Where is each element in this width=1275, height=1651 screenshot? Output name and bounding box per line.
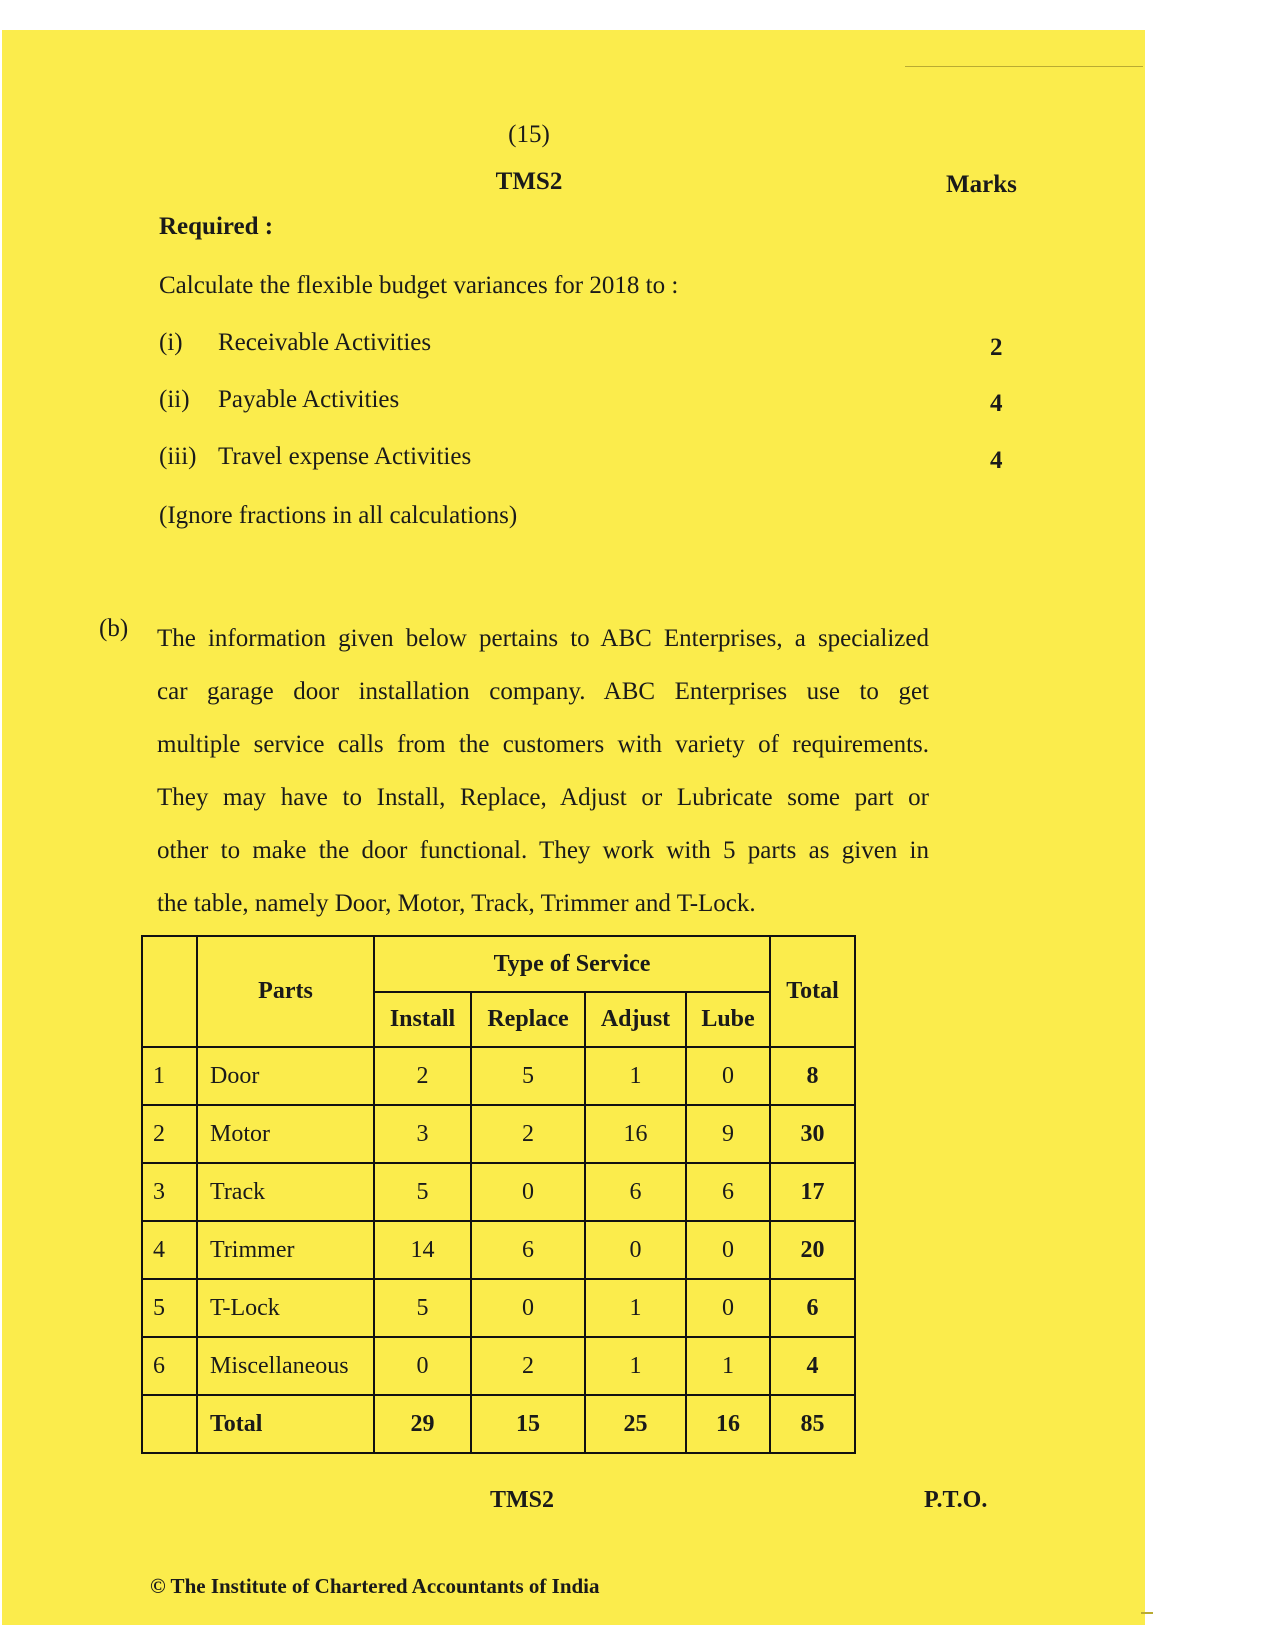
table-total-row — [142, 1395, 855, 1453]
cell-value: 2 — [374, 1047, 471, 1105]
part-name: Motor — [197, 1105, 374, 1163]
row-total: 20 — [770, 1221, 855, 1279]
part-name: Door — [197, 1047, 374, 1105]
table-row — [142, 1163, 855, 1221]
cell-value: 16 — [585, 1105, 686, 1163]
cell-value: 5 — [374, 1279, 471, 1337]
table-row — [142, 1221, 855, 1279]
cell-value: 6 — [471, 1221, 585, 1279]
cell-value: 0 — [374, 1337, 471, 1395]
top-rule — [905, 66, 1143, 67]
paragraph-line: They may have to Install, Replace, Adjust or Lubricate some part or — [157, 784, 929, 811]
cell-value: 0 — [686, 1221, 770, 1279]
row-total: 6 — [770, 1279, 855, 1337]
margin-mark — [1141, 1612, 1153, 1614]
part-name: T-Lock — [197, 1279, 374, 1337]
row-number: 4 — [142, 1221, 197, 1279]
column-total: 15 — [471, 1395, 585, 1453]
cell-value: 3 — [374, 1105, 471, 1163]
table-header-row — [142, 936, 855, 992]
column-header: Replace — [471, 992, 585, 1047]
table-row — [142, 1337, 855, 1395]
column-header: Install — [374, 992, 471, 1047]
item-marks: 4 — [990, 447, 1003, 474]
required-instruction: Calculate the flexible budget variances for 2018 to : — [159, 272, 679, 299]
paragraph-line: car garage door installation company. ABC Enterprises use to get — [157, 678, 929, 705]
row-total: 17 — [770, 1163, 855, 1221]
row-number: 6 — [142, 1337, 197, 1395]
service-type-header: Type of Service — [374, 936, 770, 992]
cell-value: 5 — [471, 1047, 585, 1105]
cell-value: 9 — [686, 1105, 770, 1163]
paper-code: TMS2 — [495, 168, 563, 195]
copyright-notice: © The Institute of Chartered Accountants of India — [150, 1574, 600, 1598]
table-row — [142, 1279, 855, 1337]
cell-value: 0 — [585, 1221, 686, 1279]
cell-value: 6 — [686, 1163, 770, 1221]
cell-value: 1 — [585, 1279, 686, 1337]
cell-value: 2 — [471, 1105, 585, 1163]
item-marks: 2 — [990, 334, 1003, 361]
total-blank-cell — [142, 1395, 197, 1453]
cell-value: 0 — [471, 1163, 585, 1221]
row-total: 4 — [770, 1337, 855, 1395]
marks-heading: Marks — [946, 171, 1017, 198]
total-label: Total — [197, 1395, 374, 1453]
table-row — [142, 1047, 855, 1105]
part-name: Miscellaneous — [197, 1337, 374, 1395]
column-header: Lube — [686, 992, 770, 1047]
required-note: (Ignore fractions in all calculations) — [159, 502, 518, 529]
service-table — [141, 935, 856, 1454]
item-number: (i) — [159, 329, 183, 356]
item-marks: 4 — [990, 390, 1003, 417]
item-text: Payable Activities — [218, 386, 400, 413]
row-number: 1 — [142, 1047, 197, 1105]
column-header: Adjust — [585, 992, 686, 1047]
cell-value: 2 — [471, 1337, 585, 1395]
cell-value: 0 — [686, 1279, 770, 1337]
cell-value: 0 — [686, 1047, 770, 1105]
cell-value: 5 — [374, 1163, 471, 1221]
row-number: 5 — [142, 1279, 197, 1337]
required-heading: Required : — [159, 213, 274, 240]
part-b-paragraph — [157, 612, 929, 930]
cell-value: 1 — [585, 1337, 686, 1395]
paragraph-line: the table, namely Door, Motor, Track, Trimmer and T-Lock. — [157, 890, 756, 917]
item-text: Receivable Activities — [218, 329, 432, 356]
item-text: Travel expense Activities — [218, 443, 472, 470]
paragraph-line: The information given below pertains to ABC Enterprises, a specialized — [157, 625, 929, 652]
cell-value: 6 — [585, 1163, 686, 1221]
cell-value: 14 — [374, 1221, 471, 1279]
paragraph-line: multiple service calls from the customers with variety of requirements. — [157, 731, 929, 758]
part-name: Trimmer — [197, 1221, 374, 1279]
table-row — [142, 1105, 855, 1163]
part-name: Track — [197, 1163, 374, 1221]
row-number: 3 — [142, 1163, 197, 1221]
parts-header: Parts — [197, 936, 374, 1047]
cell-value: 0 — [471, 1279, 585, 1337]
item-number: (iii) — [159, 443, 197, 470]
paragraph-line: other to make the door functional. They work with 5 parts as given in — [157, 837, 929, 864]
item-number: (ii) — [159, 386, 190, 413]
pto-label: P.T.O. — [924, 1487, 988, 1513]
footer-paper-code: TMS2 — [489, 1487, 555, 1513]
row-total: 8 — [770, 1047, 855, 1105]
column-total: 25 — [585, 1395, 686, 1453]
grand-total: 85 — [770, 1395, 855, 1453]
total-header: Total — [770, 936, 855, 1047]
cell-value: 1 — [686, 1337, 770, 1395]
column-total: 29 — [374, 1395, 471, 1453]
part-b-label: (b) — [99, 615, 129, 642]
cell-value: 1 — [585, 1047, 686, 1105]
row-number: 2 — [142, 1105, 197, 1163]
page-number: (15) — [508, 121, 550, 148]
row-total: 30 — [770, 1105, 855, 1163]
column-total: 16 — [686, 1395, 770, 1453]
header-blank-cell — [142, 936, 197, 1047]
